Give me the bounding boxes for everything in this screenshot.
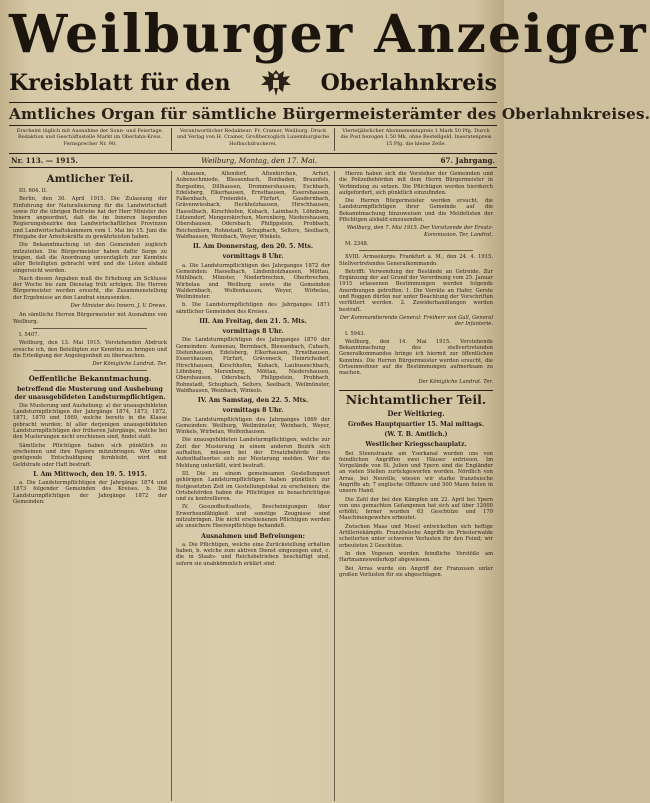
signature: Der Minister des Innern. J. V. Drews.: [70, 303, 167, 310]
divider: [33, 328, 147, 329]
signature: Der Königliche Landrat. Ter.: [418, 378, 493, 385]
column-2: [171, 171, 334, 801]
paragraph: Die Zahl der bei den Kämpfen um 22. April bei Ypern von uns gemachten Gefangenen hat sich auf über 12000 erhöht; ferner wurden 63 Geschütze und 170 Maschinengewehre erbeutet.: [339, 496, 493, 522]
paragraph: a. Die Pflichtigen, welche eine Zurückstellung erhalten haben, b. welche zum aktiven Dienst eingezogen sind, c. die in Staats- und Reichsbetrieben beschäftigt sind, sofern sie unabkömmlich erklärt sind.: [176, 541, 330, 567]
time-note: vormittags 8 Uhr.: [222, 253, 284, 261]
paragraph: Weilburg, den 14. Mai 1915. Vorstehende Bekanntmachung des stellvertretenden Generalkommandos bringe ich hiermit zur öffentlichen Kenntnis. Die Herren Bürgermeister werden ersucht, die Ortseinwohner auf die Bestimmungen aufmerksam zu machen.: [339, 338, 493, 377]
eagle-crest-icon: [256, 66, 296, 100]
paragraph: Zwischen Maas und Mosel entwickelten sich heftige Artilleriekämpfe. Französische Angriffe im Priesterwalde scheiterten unter schweren Verlusten für den Feind; wir erbeuteten 2 Geschütze.: [339, 523, 493, 549]
signature: Der Königliche Landrat. Ter.: [92, 361, 167, 368]
divider: [33, 370, 147, 371]
paragraph: Bei Arras wurde ein Angriff der Franzosen unter großen Verlusten für sie abgeschlagen.: [339, 565, 493, 578]
section-nonofficial: Nichtamtlicher Teil.: [339, 390, 493, 406]
info-center: Verantwortlicher Redakteur: Fr. Cramer, Weilburg. Druck und Verlag von H. Cramer, Großherzoglich Luxemburgische Hofbuchdruckerei.: [171, 128, 334, 151]
column-3: [334, 171, 497, 801]
column-1: [9, 171, 171, 801]
time-note: vormittags 8 Uhr.: [222, 328, 284, 336]
masthead-title: Weilburger Anzeiger: [9, 4, 648, 65]
article-heading: Oeffentliche Bekanntmachung.: [28, 374, 152, 384]
paragraph: IV. Gesundheitsatteste, Bescheinigungen über Erwerbsunfähigkeit und sonstige Zeugnisse sind mitzubringen. Die nicht erschienenen Pflichtigen werden als unsichere Heerespflichtige behandelt.: [176, 504, 330, 530]
paragraph: An sämtliche Herren Bürgermeister mit Ausnahme von Weilburg.: [13, 312, 167, 325]
paragraph: Sämtliche Pflichtigen haben sich pünktlich zu erscheinen und ihre Papiere mitzubringen. Wer ohne genügende Entschuldigung fernbleibt, wird mit Geldstrafe oder Haft bestraft.: [13, 442, 167, 468]
masthead-left-word: Kreisblatt für den: [9, 70, 231, 96]
date-heading: II. Am Donnerstag, den 20. 5. Mts.: [192, 243, 314, 251]
paragraph: XVIII. Armeekorps. Frankfurt a. M., den 24. 4. 1915. Stellvertretendes Generalkommando.: [339, 254, 493, 267]
paragraph: Die Bekanntmachung ist den Gemeinden zugleich mitzuteilen. Die Bürgermeister haben dafür Sorge zu tragen, daß die Anordnung unverzüglich zur Kenntnis aller Beteiligten gebracht wird und die Listen alsbald eingereicht werden.: [13, 242, 167, 274]
masthead-tagline: Amtliches Organ für sämtliche Bürgermeisterämter des Oberlahnkreises.: [9, 102, 497, 126]
ref-number: I. 5943.: [345, 330, 366, 337]
paragraph: III. Die zu einem gemeinsamen Gestellungsort gehörigen Landsturmpflichtigen haben pünktlich zur festgesetzten Zeit im Gestellungslokal zu erscheinen; die Ortsbehörden haben die Pflichtigen zu benachrichtigen und zu kontrollieren.: [176, 470, 330, 503]
issue-year: 67. Jahrgang.: [440, 156, 495, 165]
war-heading: Der Weltkrieg.: [387, 408, 445, 418]
time-note: vormittags 8 Uhr.: [222, 407, 284, 415]
ref-number: M. 2348.: [345, 240, 369, 247]
issue-bar: [9, 154, 497, 168]
paragraph: Hierzu haben sich die Vorsteher der Gemeinden und die Polizeibehörden mit dem Herrn Bürgermeister in Verbindung zu setzen. Die Pflichtigen werden hierdurch aufgefordert, sich pünktlich einzufinden.: [339, 171, 493, 196]
publisher-info-bar: [9, 126, 497, 154]
ref-number: III. 604. II.: [19, 188, 48, 194]
signature: Der Kommandierende General: Freiherr von Gall, General der Infanterie.: [339, 314, 493, 328]
divider: [359, 250, 473, 251]
issue-number: Nr. 113. — 1915.: [11, 156, 78, 165]
paragraph: Die Landsturmpflichtigen des Jahrganges 1870 der Gemeinden: Aumenau, Bermbach, Blessenbach, Cubach, Dietenhausen, Edelsberg, Elkerhausen, Ernsthausen, Essershausen, Fürfurt, Gräveneck, Heinrichsdorf, Hirschhausen, Kirschhofen, Kubach, Laubuseschbach, Löhnberg, Merenberg, Möttau, Niedershausen, Obershausen, Odersbach, Philippstein, Probbach, Rohnstadt, Schupbach, Selters, Seelbach, Weilmünster, Waldhausen, Weinbach, Winkels.: [176, 337, 330, 394]
info-left: Erscheint täglich mit Ausnahme der Sonn- und Feiertage. Redaktion und Geschäftsstelle Markt im Oberlahn-Kreis. Fernsprecher Nr. 90.: [16, 128, 164, 147]
report-source: (W. T. B. Amtlich.): [384, 431, 448, 439]
paragraph: Weilburg, den 13. Mai 1915. Vorstehenden Abdruck ersuche ich, den Beteiligten zur Kenntnis zu bringen und die Erledigung der Angelegenheit zu überwachen.: [13, 340, 167, 359]
paragraph: a. Die Landsturmpflichtigen der Jahrgänge 1874 und 1873 folgender Gemeinden des Kreises. b. Die Landsturmpflichtigen der Jahrgänge 1872 der Gemeinden:: [13, 480, 167, 505]
paragraph: Die Landsturmpflichtigen des Jahrganges 1869 der Gemeinden: Weilburg, Weilmünster, Weinbach, Weyer, Winkels, Wirbelau, Wolfenhausen.: [176, 416, 330, 436]
section-official: Amtlicher Teil.: [46, 173, 134, 185]
paragraph: a. Die Landsturmpflichtigen des Jahrganges 1872 der Gemeinden: Hasselbach, Lindenholzhausen, Möttau, Mühlbach, Münster, Niederbrechen, Oberbrechen, Wirbelau und Weilburg sowie die Gemeinden Waldernbach, Wolfenhausen, Weyer, Wirbelau, Weilmünster.: [176, 262, 330, 301]
masthead-right-word: Oberlahnkreis: [320, 70, 497, 96]
front-heading: Westlicher Kriegsschauplatz.: [365, 441, 467, 449]
paragraph: Nach diesen Angaben muß die Erhebung am Schlusse der Woche bis zum Dienstag früh erfolgen. Die Herren Bürgermeister werden ersucht, die Zusammenstellung der Ergebnisse an den Landrat einzusenden.: [13, 275, 167, 301]
paragraph: Die Musterung und Aushebung: a) der unausgebildeten Landsturmpflichtigen der Jahrgänge 1874, 1873, 1872, 1871, 1870 und 1869, welche bereits in die Klasse gebracht wurden; b) aller derjenigen unausgebildeten Landsturmpflichtigen der früheren Jahrgänge, welche bei den Musterungen nicht erschienen sind, findet statt.: [13, 402, 167, 441]
paragraph: Die unausgebildeten Landsturmpflichtigen, welche zur Zeit der Musterung in einem anderen Bezirk sich aufhalten, müssen bei der Ersatzbehörde ihres Aufenthaltsortes sich zur Musterung melden. Wer die Meldung unterläßt, wird bestraft.: [176, 437, 330, 469]
paragraph: Bei Steenstraate am Yserkanal wurden uns von feindlichen Angriffen zwei Häuser entrissen. Im Vorgelände von St. Julien und Ypern sind die Engländer an vielen Stellen zurückgeworfen worden. Nördlich von Arras, bei Neuville, wiesen wir starke französische Angriffe ab; 7 englische Offiziere und 500 Mann fielen in unsere Hand.: [339, 450, 493, 495]
masthead-subtitle: [9, 66, 497, 100]
issue-date: Weilburg, Montag, den 17. Mai.: [201, 156, 318, 165]
signature: Weilburg, den 7. Mai 1915. Der Vorsitzende der Ersatz-Kommission. Ter, Landrat.: [346, 225, 493, 238]
paragraph: Ahausen, Allendorf, Altenkirchen, Arfurt, Aubenschmiede, Blessenbach, Bonbaden, Braunfels, Burgsolms, Dillhausen, Drommershausen, Eschbach, Edelsberg, Elkerhausen, Ernsthausen, Essershausen, Falkenbach, Freienfels, Fürfurt, Gaudernbach, Grävenwiesbach, Heckholzhausen, Hirschhausen, Hasselbach, Kirschhofen, Kubach, Laimbach, Löhnberg, Lützendorf, Mengerskirchen, Merenberg, Niedershausen, Obershausen, Odersbach, Philippstein, Probbach, Reichenborn, Rohnstadt, Schupbach, Selters, Seelbach, Waldhausen, Weinbach, Weyer, Winkels.: [176, 171, 330, 240]
article-subheading: betreffend die Musterung und Aushebung der unausgebildeten Landsturmpflichtigen.: [14, 386, 166, 401]
date-heading: IV. Am Samstag, den 22. 5. Mts.: [197, 397, 309, 405]
paragraph: In den Vogesen wurden feindliche Vorstöße am Hartmannsweilerkopf abgewiesen.: [339, 550, 493, 564]
paragraph: Die Herren Bürgermeister werden ersucht, die Landsturmpflichtigen ihrer Gemeinde auf die Bekanntmachung hinzuweisen und die Meldelisten der Pflichtigen alsbald einzusenden.: [339, 198, 493, 224]
article-subheading: Ausnahmen und Befreiungen:: [201, 532, 305, 540]
report-heading: Großes Hauptquartier 15. Mai mittags.: [347, 420, 484, 428]
date-heading: III. Am Freitag, den 21. 5. Mts.: [199, 318, 307, 326]
paragraph: Betrifft: Verwendung der Bestände an Getreide. Zur Ergänzung der auf Grund der Verordnung vom 25. Januar 1915 erlassenen Bestimmungen werden folgende Anordnungen getroffen: 1. Die Vorräte an Hafer, Gerste und Roggen dürfen nur unter Beachtung der Vorschriften verfüttert werden. 2. Zuwiderhandlungen werden bestraft.: [339, 268, 493, 313]
date-heading: I. Am Mittwoch, den 19. 5. 1915.: [33, 470, 147, 478]
paragraph: Berlin, den 30. April 1915. Die Zulassung der Einfuhrung der Naturalisierung für die Landwirtschaft sowie für die übrigen Betriebe hat der Herr Minister des Innern angeordnet, daß die im Inneren liegenden Regierungsbezirke den Landwirtschaftlichen Provinzen und Landwirtschaftskammern vom 1. Mai bis 15. Juni die Freigabe der Arbeitskräfte zu gewährleisten haben.: [13, 196, 167, 241]
info-right: Vierteljährlicher Abonnementspreis 1 Mark 50 Pfg. Durch die Post bezogen 1.50 Mk. ohne Bestellgeld. Inseratenpreis 15 Pfg. die kleine Zeile.: [334, 128, 497, 151]
article-columns: [9, 171, 497, 801]
ref-number: I. 5407.: [19, 331, 40, 338]
paragraph: b. Die Landsturmpflichtigen des Jahrganges 1871 sämtlicher Gemeinden des Kreises.: [176, 302, 330, 315]
